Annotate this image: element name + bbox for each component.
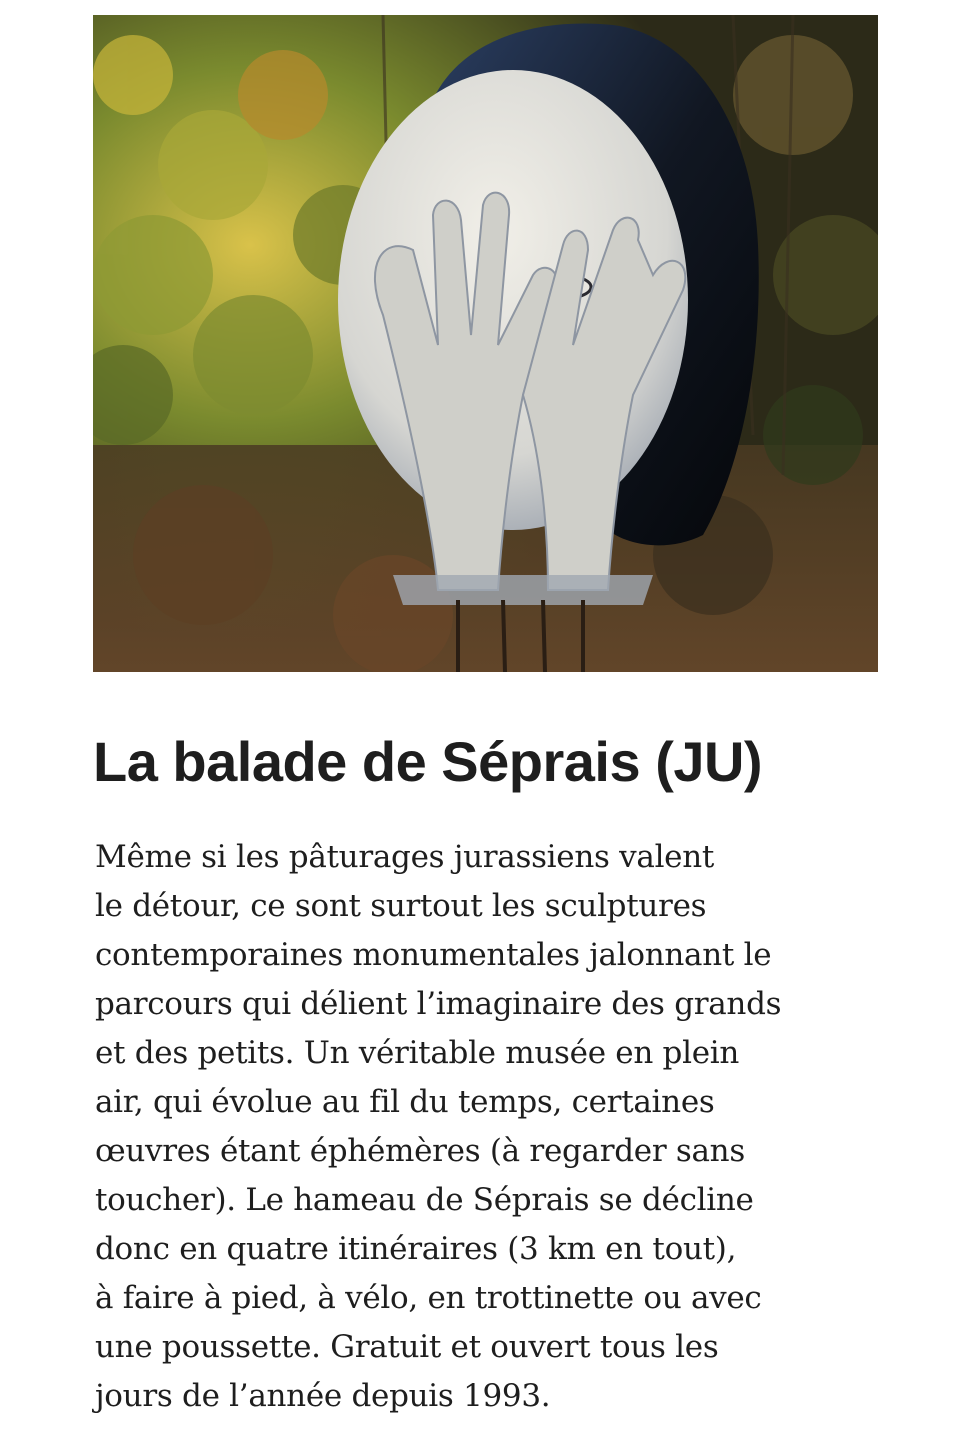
article-body bbox=[95, 833, 895, 1421]
body-line: et des petits. Un véritable musée en plein bbox=[95, 1035, 740, 1071]
body-line: donc en quatre itinéraires (3 km en tout), bbox=[95, 1231, 737, 1267]
body-line: jours de l’année depuis 1993. bbox=[95, 1378, 551, 1414]
article-photo bbox=[93, 15, 878, 672]
body-line: le détour, ce sont surtout les sculptures bbox=[95, 888, 707, 924]
body-line: parcours qui délient l’imaginaire des grands bbox=[95, 986, 782, 1022]
sculpture-face-image bbox=[93, 15, 878, 672]
body-line: air, qui évolue au fil du temps, certaines bbox=[95, 1084, 715, 1120]
body-line: contemporaines monumentales jalonnant le bbox=[95, 937, 772, 973]
article-title: La balade de Séprais (JU) bbox=[93, 730, 763, 793]
body-line: une poussette. Gratuit et ouvert tous les bbox=[95, 1329, 719, 1365]
body-line: à faire à pied, à vélo, en trottinette ou avec bbox=[95, 1280, 762, 1316]
body-line: toucher). Le hameau de Séprais se décline bbox=[95, 1182, 754, 1218]
body-line: Même si les pâturages jurassiens valent bbox=[95, 839, 715, 875]
body-line: œuvres étant éphémères (à regarder sans bbox=[95, 1133, 745, 1169]
